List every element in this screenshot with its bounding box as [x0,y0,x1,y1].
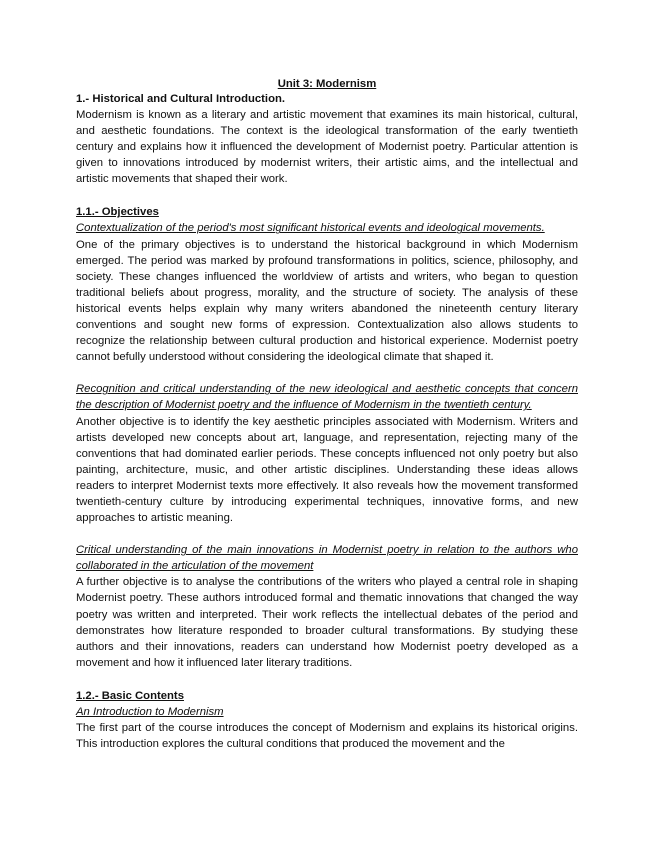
spacer [76,671,578,688]
basic-contents-paragraph: The first part of the course introduces the concept of Modernism and explains its historical origins. This introduction explores the cultural conditions that produced the movement and the [76,722,578,751]
objective-paragraph-innovations: A further objective is to analyse the contributions of the writers who played a central role in shaping Modernist poetry. These authors introduced formal and thematic innovations that changed the way poetry was written and interpreted. Their work reflects the intellectual debates of the period and demonstrates how literature responded to broader cultural transformations. By studying these authors and their innovations, readers can understand how Modernist poetry developed as a movement and how it influenced later literary traditions. [76,576,578,669]
spacer [76,526,578,542]
objective-subtitle-recognition: Recognition and critical understanding of the new ideological and aesthetic concepts that concern the description of Modernist poetry and the influence of Modernism in the twentieth century. [76,383,578,412]
objective-paragraph-recognition: Another objective is to identify the key aesthetic principles associated with Modernism. Writers and artists developed new concepts about art, language, and representation, rejecting many of the conventions that had dominated earlier periods. These concepts influenced not only poetry but also painting, architecture, music, and other artistic disciplines. Understanding these ideas allows readers to interpret Modernist texts more effectively. It also reveals how the movement transformed twentieth-century culture by introducing experimental techniques, innovative forms, and new approaches to artistic meaning. [76,415,578,525]
section-heading-historical-introduction: 1.- Historical and Cultural Introduction. [76,93,286,105]
content-subtitle-introduction-to-modernism: An Introduction to Modernism [76,705,224,718]
spacer [76,365,578,381]
section-heading-basic-contents: 1.2.- Basic Contents [76,689,184,702]
document-title: Unit 3: Modernism [277,78,377,90]
objective-paragraph-contextualization: One of the primary objectives is to understand the historical background in which Modernism emerged. The period was marked by profound transformations in politics, science, philosophy, and society. These changes influenced the worldview of artists and writers, who began to question traditional beliefs about progress, morality, and the structure of society. The analysis of these historical events helps explain why many writers abandoned the nineteenth century literary conventions and sought new forms of expression. Contextualization also allows students to recognize the relationship between cultural production and historical experience. Modernist poetry cannot befully understood without considering the ideological climate that shaped it. [76,238,578,364]
introduction-paragraph: Modernism is known as a literary and artistic movement that examines its main historical, cultural, and aesthetic foundations. The context is the ideological transformation of the early twentieth century and explains how it influenced the development of Modernist poetry. Particular attention is given to innovations introduced by modernist writers, their artistic aims, and the intellectual and artistic movements that shaped their work. [76,109,578,186]
objective-subtitle-contextualization: Contextualization of the period's most significant historical events and ideological movements. [76,222,545,235]
objective-subtitle-innovations: Critical understanding of the main innovations in Modernist poetry in relation to the authors who collaborated in the articulation of the movement [76,544,578,573]
spacer [76,187,578,204]
document-page [76,76,578,752]
section-heading-objectives: 1.1.- Objectives [76,206,159,219]
